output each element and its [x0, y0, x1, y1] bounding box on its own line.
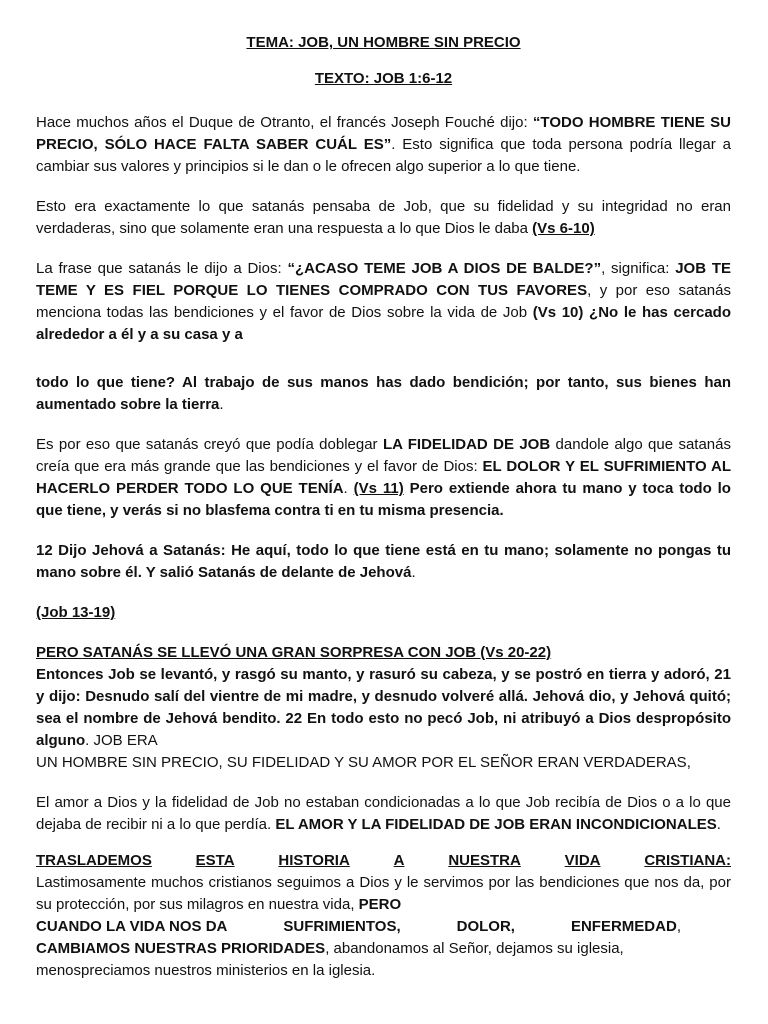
- p1-text-a: Hace muchos años el Duque de Otranto, el francés Joseph Fouché dijo:: [36, 114, 533, 131]
- p5-bold-fidelidad: LA FIDELIDAD DE JOB: [382, 436, 551, 453]
- page-subtitle: TEXTO: JOB 1:6-12: [314, 70, 453, 87]
- heading-word: VIDA: [564, 852, 601, 869]
- p5-text-e: .: [343, 480, 354, 497]
- p7-bold-text: Entonces Job se levantó, y rasgó su manto, y rasuró su cabeza, y se postró en tierra y adoró, 21 y dijo: Desnudo salí del vientre de mi madre, y desnudo volveré allá. Jehová dio, y Jehová quitó; sea el nombre de Jehová bendito. 22 En todo esto no pecó Job, ni atribuyó a Dios despropósito alguno: [36, 666, 731, 749]
- p9-text-d: , abandonamos al Señor, dejamos su iglesia,: [325, 940, 624, 957]
- p3-text-a: La frase que satanás le dijo a Dios:: [36, 260, 288, 277]
- paragraph-9-line-2: [36, 916, 731, 938]
- paragraph-3: [36, 258, 731, 346]
- paragraph-5: [36, 434, 731, 522]
- p4-bold-text: todo lo que tiene? Al trabajo de sus manos has dado bendición; por tanto, sus bienes han aumentado sobre la tierra: [36, 374, 731, 413]
- paragraph-9-line-3: [36, 938, 731, 960]
- paragraph-9-line-4: menospreciamos nuestros ministerios en la iglesia.: [36, 962, 376, 979]
- section-heading-sorpresa: PERO SATANÁS SE LLEVÓ UNA GRAN SORPRESA CON JOB (Vs 20-22): [36, 644, 552, 661]
- paragraph-7-line: UN HOMBRE SIN PRECIO, SU FIDELIDAD Y SU AMOR POR EL SEÑOR ERAN VERDADERAS,: [36, 754, 691, 771]
- page-title: TEMA: JOB, UN HOMBRE SIN PRECIO: [246, 34, 521, 51]
- paragraph-6: [36, 540, 731, 584]
- heading-word: TRASLADEMOS: [36, 852, 152, 869]
- p3-text-e: , y por eso satanás menciona todas las bendiciones y el favor de Dios sobre la vida de Job: [36, 282, 731, 321]
- p1-text-c: . Esto significa que toda persona podría llegar a cambiar sus valores y principios si le dan o le ofrecen algo superior a lo que tiene.: [36, 136, 731, 175]
- p2-text-a: Esto era exactamente lo que satanás pensaba de Job, que su fidelidad y su integridad no eran verdaderas, sino que solamente eran una respuesta a lo que Dios le daba: [36, 198, 731, 237]
- heading-word: ESTA: [195, 852, 235, 869]
- p3-bold-meaning: JOB TE TEME Y ES FIEL PORQUE LO TIENES COMPRADO CON TUS FAVORES: [36, 260, 732, 299]
- satan-quote: “¿ACASO TEME JOB A DIOS DE BALDE?”: [287, 260, 602, 277]
- p5-bold-verse-11: Pero extiende ahora tu mano y toca todo lo que tiene, y verás si no blasfema contra ti en tu misma presencia.: [36, 480, 731, 519]
- p3-text-c: , significa:: [601, 260, 676, 277]
- paragraph-1: [36, 112, 731, 178]
- p3-verse-10: (Vs 10) ¿No le has cercado alrededor a él y a su casa y a: [36, 304, 732, 343]
- heading-word: NUESTRA: [448, 852, 521, 869]
- section-heading-trasladamos: [36, 850, 731, 872]
- job-reference: (Job 13-19): [36, 604, 116, 621]
- p9-word-enfermedad: ENFERMEDAD: [570, 918, 677, 935]
- fouche-quote: “TODO HOMBRE TIENE SU PRECIO, SÓLO HACE FALTA SABER CUÁL ES”: [36, 114, 731, 153]
- p6-bold-text: 12 Dijo Jehová a Satanás: He aquí, todo lo que tiene está en tu mano; solamente no pongas tu mano sobre él. Y salió Satanás de delante de Jehová: [36, 542, 731, 581]
- p8-text-a: El amor a Dios y la fidelidad de Job no estaban condicionadas a lo que Job recibía de Dios o a lo que dejaba de recibir ni a lo que perdía.: [36, 794, 731, 833]
- p8-period: .: [716, 816, 721, 833]
- paragraph-2: [36, 196, 731, 240]
- heading-word: A: [393, 852, 405, 869]
- p5-text-c: dandole algo que satanás creía que era más grande que las bendiciones y el favor de Dios:: [36, 436, 731, 475]
- verse-ref-6-10: (Vs 6-10): [532, 220, 595, 237]
- paragraph-9: [36, 872, 731, 916]
- p7-job-era: . JOB ERA: [85, 732, 158, 749]
- paragraph-8: [36, 792, 731, 836]
- p9-bold-prioridades: CAMBIAMOS NUESTRAS PRIORIDADES: [36, 940, 326, 957]
- p8-bold-incondicionales: EL AMOR Y LA FIDELIDAD DE JOB ERAN INCONDICIONALES: [275, 816, 717, 833]
- p9-word-dolor: DOLOR,: [456, 918, 515, 935]
- heading-word: CRISTIANA:: [644, 852, 731, 869]
- p5-bold-dolor: EL DOLOR Y EL SUFRIMIENTO AL HACERLO PERDER TODO LO QUE TENÍA: [36, 458, 731, 497]
- verse-ref-11: (Vs 11): [353, 480, 404, 497]
- p4-period: .: [219, 396, 224, 413]
- paragraph-4: [36, 372, 731, 416]
- p5-text-a: Es por eso que satanás creyó que podía doblegar: [36, 436, 383, 453]
- p9-word-enfermedad-wrap: [571, 916, 681, 938]
- p6-period: .: [411, 564, 416, 581]
- p9-word-cuando: CUANDO LA VIDA NOS DA: [36, 918, 228, 935]
- p9-word-sufrimientos: SUFRIMIENTOS,: [283, 918, 401, 935]
- p9-comma: ,: [676, 918, 681, 935]
- p9-bold-pero: PERO: [358, 896, 402, 913]
- heading-word: HISTORIA: [278, 852, 350, 869]
- paragraph-7: [36, 664, 731, 752]
- p9-text-a: Lastimosamente muchos cristianos seguimos a Dios y le servimos por las bendiciones que nos da, por su protección, por sus milagros en nuestra vida,: [36, 874, 731, 913]
